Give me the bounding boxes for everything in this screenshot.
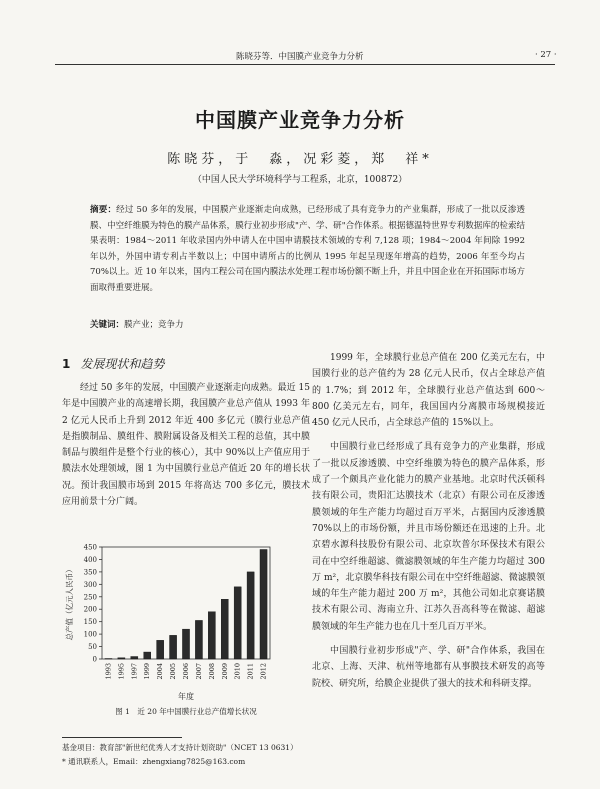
bar-2011 <box>247 572 254 659</box>
page-number: · 27 · <box>535 50 557 60</box>
x-tick-label: 2004 <box>156 663 165 680</box>
footnote-rule <box>62 737 182 738</box>
y-tick-label: 350 <box>83 568 97 577</box>
bar-2009 <box>221 599 228 659</box>
section-number: 1 <box>62 357 71 371</box>
paper-title: 中国膜产业竞争力分析 <box>195 108 405 132</box>
bar-1995 <box>118 658 125 659</box>
bar-1999 <box>144 652 151 659</box>
output-value-bar-chart <box>62 537 282 705</box>
header-rule <box>55 64 555 65</box>
contact-footnote: * 通讯联系人，Email：zhengxiang7825@163.com <box>62 757 246 766</box>
bar-2006 <box>182 629 189 659</box>
authors: 陈晓芬，于 淼，况彩菱，郑 祥* <box>167 152 433 167</box>
body-paragraph: 1999 年，全球膜行业总产值在 200 亿美元左右，中国膜行业的总产值约为 28 亿元人民币，仅占全球总产值的 1.7%；到 2012 年，全球膜行业总产值达到 600～800 亿美元左右，同年，我国国内分离膜市场规模接近 450 亿元人民币，占全球总产值的 15%以上。 <box>312 353 545 429</box>
body-paragraph: 经过 50 多年的发展，中国膜产业逐渐走向成熟。最近 15 年是中国膜产业的高速增长期，我国膜产业总产值从 1993 年 2 亿元人民币上升到 2012 年近 400 多亿元（膜行业总产值是指膜制品、膜组件、膜附属设备及相关工程的总值，其中膜制品与膜组件是整个行业的核心），其中 90%以上产值应用于膜法水处理领域，图 1 为中国膜行业总产值近 20 年的增长状况。预计我国膜市场到 2015 年将高达 700 多亿元，膜技术应用前景十分广阔。 <box>62 383 310 508</box>
bar-1997 <box>131 657 138 659</box>
affiliation: （中国人民大学环境科学与工程系，北京，100872） <box>192 175 408 185</box>
y-axis-label: 总产值（亿元人民币） <box>65 565 74 641</box>
body-paragraph: 中国膜行业已经形成了具有竞争力的产业集群，形成了一批以反渗透膜、中空纤维膜为特色的膜产品体系，形成了一个颇具产业化能力的膜产业基地。北京时代沃顿科技有限公司，贵阳汇达膜技术（北京）有限公司在反渗透膜领域的年生产能力均超过百万平米，占据国内反渗透膜 70%以上的市场份额，并且市场份额还在迅速的上升。北京碧水源科技股份有限公司、北京坎普尔环保技术有限公司在中空纤维超滤、微滤膜领域的年生产能力均超过 300 万 m²，北京膜华科技有限公司在中空纤维超滤、微滤膜领域的年生产能力超过 200 万 m²，其他公司如北京赛诺膜技术有限公司、海南立升、江苏久吾高科等在微滤、超滤膜领域的年生产能力也在几十至几百万平米。 <box>312 442 545 632</box>
fund-footnote: 基金项目：教育部"新世纪优秀人才支持计划资助"（NCET 13 0631） <box>62 743 298 752</box>
y-tick-label: 0 <box>92 655 97 664</box>
x-tick-label: 2008 <box>207 663 216 680</box>
body-paragraph: 中国膜行业初步形成"产、学、研"合作体系，我国在北京、上海、天津、杭州等地都有从事膜技术研发的高等院校、研究所，给膜企业提供了强大的技术和科研支撑。 <box>312 646 545 689</box>
bar-2008 <box>208 612 215 659</box>
x-tick-label: 2009 <box>220 663 229 680</box>
bar-2005 <box>170 635 177 659</box>
bar-2007 <box>195 620 202 659</box>
y-tick-label: 450 <box>83 543 97 552</box>
bar-2012 <box>260 549 267 659</box>
left-column <box>62 380 310 510</box>
abstract-text: 经过 50 多年的发展，中国膜产业逐渐走向成熟，已经形成了具有竞争力的产业集群，形成了一批以反渗透膜、中空纤维膜为特色的膜产品体系，膜行业初步形成"产、学、研"合作体系。根据德温特世界专利数据库的检索结果表明：1984～2011 年收录国内外申请人在中国申请膜技术领域的专利 7,128 项；1984～2004 年间除 1992 年以外，外国申请专利占半数以上；中国申请所占的比例从 1995 年起呈现逐年增高的趋势，2006 年至今均占 70%以上。近 10 年以来，国内工程公司在国内膜法水处理工程市场份额不断上升，并且中国企业在开拓国际市场方面取得重要进展。 <box>90 205 525 293</box>
abstract <box>90 203 525 297</box>
keywords <box>90 318 525 330</box>
x-tick-label: 1995 <box>117 663 126 680</box>
section-title: 发展现状和趋势 <box>80 357 165 371</box>
page-header <box>0 48 600 64</box>
right-column <box>312 350 545 692</box>
y-tick-label: 300 <box>83 580 97 589</box>
y-tick-label: 150 <box>83 618 97 627</box>
abstract-label: 摘要： <box>90 205 117 215</box>
x-axis-label: 年度 <box>178 692 194 701</box>
x-tick-label: 1993 <box>104 663 113 680</box>
x-tick-label: 1997 <box>130 663 139 680</box>
x-tick-label: 2012 <box>259 663 268 680</box>
figure-caption: 图 1 近 20 年中国膜行业总产值增长状况 <box>115 707 257 716</box>
y-tick-label: 200 <box>83 605 97 614</box>
x-tick-label: 2006 <box>182 663 190 680</box>
y-tick-label: 100 <box>83 630 97 639</box>
y-tick-label: 250 <box>83 593 97 602</box>
bar-2004 <box>157 640 164 659</box>
keywords-label: 关键词： <box>90 320 125 330</box>
y-tick-label: 400 <box>83 555 97 564</box>
running-title: 陈晓芬等．中国膜产业竞争力分析 <box>236 52 364 62</box>
x-tick-label: 1999 <box>143 663 152 680</box>
x-tick-label: 2007 <box>194 663 203 680</box>
keywords-text: 膜产业；竞争力 <box>124 320 184 330</box>
x-tick-label: 2005 <box>169 663 178 680</box>
x-tick-label: 2011 <box>246 663 255 680</box>
bar-2010 <box>234 587 241 659</box>
x-tick-label: 2010 <box>233 663 242 680</box>
section-heading <box>62 355 164 372</box>
y-tick-label: 50 <box>88 643 97 652</box>
